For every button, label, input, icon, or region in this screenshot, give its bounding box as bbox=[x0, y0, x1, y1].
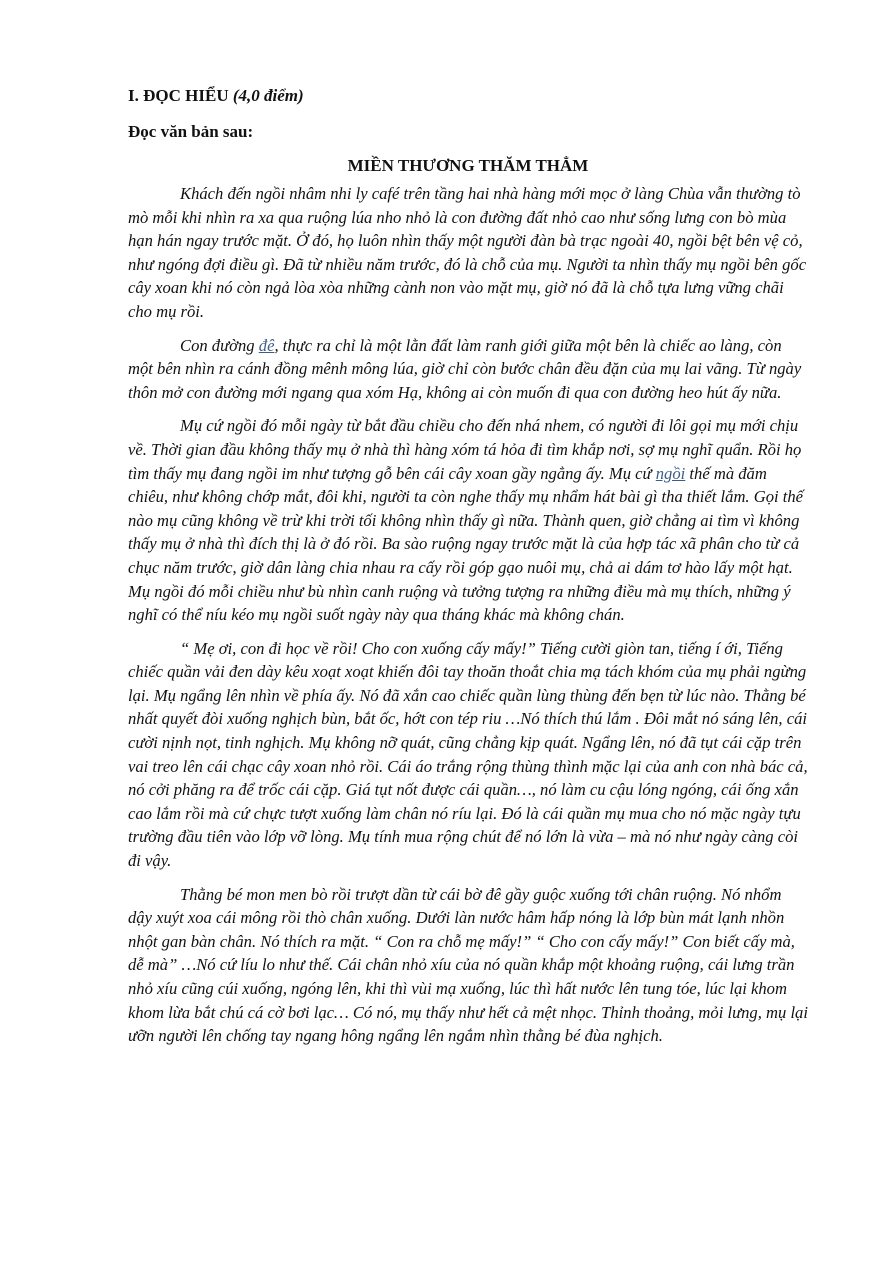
document-page bbox=[128, 84, 808, 1058]
paragraph-3-end: thế mà đăm chiêu, như không chớp mắt, đôi khi, người ta còn nghe thấy mụ nhẩm hát bài gì tha thiết lắm. Gọi thế nào mụ cũng không về trừ khi trời tối không nhìn thấy gì nữa. Thành quen, giờ chẳng ai tìm vì không thấy mụ ở nhà thì đích thị là ở đó rồi. Ba sào ruộng ngay trước mặt là của hợp tác xã phân cho từ cả chục năm trước, giờ dân làng chia nhau ra cấy rồi góp gạo nuôi mụ, chả ai dám tơ hào lấy một hạt. Mụ ngồi đó mỗi chiều như bù nhìn canh ruộng và tưởng tượng ra những điều mà mụ thích, những ý nghĩ có thể níu kéo mụ ngồi suốt ngày này qua tháng khác mà không chán. bbox=[128, 463, 804, 625]
paragraph-5: Thằng bé mon men bò rồi trượt dần từ cái bờ đê gầy guộc xuống tới chân ruộng. Nó nhổm dậy xuýt xoa cái mông rồi thò chân xuống. Dưới làn nước hâm hấp nóng là lớp bùn mát lạnh nhồn nhột gan bàn chân. Nó thích ra mặt. “ Con ra chỗ mẹ mấy!” “ Cho con cấy mấy!” Con biết cấy mà, dễ mà” …Nó cứ líu lo như thế. Cái chân nhỏ xíu của nó quần khắp một khoảng ruộng, cái lưng trần nhỏ xíu cũng cúi xuống, ngóng lên, khi thì vùi mạ xuống, lúc thì hất nước lên tung tóe, lúc lại khom khom lừa bắt chú cá cờ bơi lạc… Có nó, mụ thấy như hết cả mệt nhọc. Thỉnh thoảng, mỏi lưng, mụ lại ưỡn người lên chống tay ngang hông ngẩng lên ngắm nhìn thằng bé đùa nghịch. bbox=[128, 884, 808, 1046]
section-heading-text: I. ĐỌC HIỂU bbox=[128, 86, 229, 105]
section-heading bbox=[128, 84, 808, 108]
link-ngoi[interactable]: ngồi bbox=[655, 463, 686, 483]
paragraph-2-end: , thực ra chỉ là một lằn đất làm ranh giới giữa một bên là chiếc ao làng, còn một bên nhìn ra cánh đồng mênh mông lúa, giờ chỉ còn bước chân đều đặn của mụ lai vãng. Từ ngày thôn mở con đường mới ngang qua xóm Hạ, không ai còn muốn đi qua con đường heo hút ấy nữa. bbox=[128, 335, 802, 402]
paragraph-2-start: Con đường bbox=[180, 335, 259, 355]
reading-instruction: Đọc văn bản sau: bbox=[128, 122, 254, 141]
paragraph-4: “ Mẹ ơi, con đi học về rồi! Cho con xuống cấy mấy!” Tiếng cười giòn tan, tiếng í ới, Tiếng chiếc quần vải đen dày kêu xoạt xoạt khiến đôi tay thoăn thoắt chia mạ tách khóm của mụ phải ngừng lại. Mụ ngẩng lên nhìn về phía ấy. Nó đã xắn cao chiếc quần lùng thùng đến bẹn từ lúc nào. Thằng bé nhất quyết đòi xuống nghịch bùn, bắt ốc, hớt con tép riu …Nó thích thú lắm . Đôi mắt nó sáng lên, cái cười nịnh nọt, tinh nghịch. Mụ không nỡ quát, cũng chẳng kịp quát. Ngẩng lên, nó đã tụt cái cặp trên vai treo lên cái chạc cây xoan nhỏ rồi. Cái áo trắng rộng thùng thình mặc lại của anh con nhà bác cả, nó cởi phăng ra để trốc cái cặp. Giá tụt nốt được cái quần…, nó làm cu cậu lóng ngóng, cái ống xắn cao lắm rồi mà cứ chực tượt xuống làm chân nó ríu lại. Đó là cái quần mụ mua cho nó mặc ngày tựu trường đầu tiên vào lớp vỡ lòng. Mụ tính mua rộng chút để nó lớn là vừa – mà nó như ngày càng còi đi vậy. bbox=[128, 638, 808, 871]
link-de[interactable]: đê bbox=[258, 335, 275, 355]
story-title: MIỀN THƯƠNG THĂM THẲM bbox=[347, 156, 589, 175]
paragraph-1: Khách đến ngồi nhâm nhi ly café trên tầng hai nhà hàng mới mọc ở làng Chùa vẫn thường tò mò mỗi khi nhìn ra xa qua ruộng lúa nho nhỏ là con đường đất nhỏ cao như sống lưng con bò mùa hạn hán ngay trước mặt. Ở đó, họ luôn nhìn thấy một người đàn bà trạc ngoài 40, ngồi bệt bên vệ cỏ, như ngóng đợi điều gì. Đã từ nhiều năm trước, đó là chỗ của mụ. Người ta nhìn thấy mụ ngồi bên gốc cây xoan khi nó còn ngả lòa xòa những cành non vào mặt mụ, giờ nó đã là chỗ tựa lưng vững chãi cho mụ rồi. bbox=[128, 184, 807, 321]
paragraph-3 bbox=[128, 414, 808, 626]
paragraph-2 bbox=[128, 334, 808, 405]
paragraph-3-start: Mụ cứ ngồi đó mỗi ngày từ bắt đầu chiều cho đến nhá nhem, có người đi lôi gọi mụ mới chịu về. Thời gian đầu không thấy mụ ở nhà thì hàng xóm tá hỏa đi tìm khắp nơi, sợ mụ nghĩ quẩn. Rồi họ tìm thấy mụ đang ngồi im như tượng gỗ bên cái cây xoan gầy ngẳng ấy. Mụ cứ bbox=[128, 416, 802, 483]
section-score: (4,0 điểm) bbox=[232, 86, 304, 105]
